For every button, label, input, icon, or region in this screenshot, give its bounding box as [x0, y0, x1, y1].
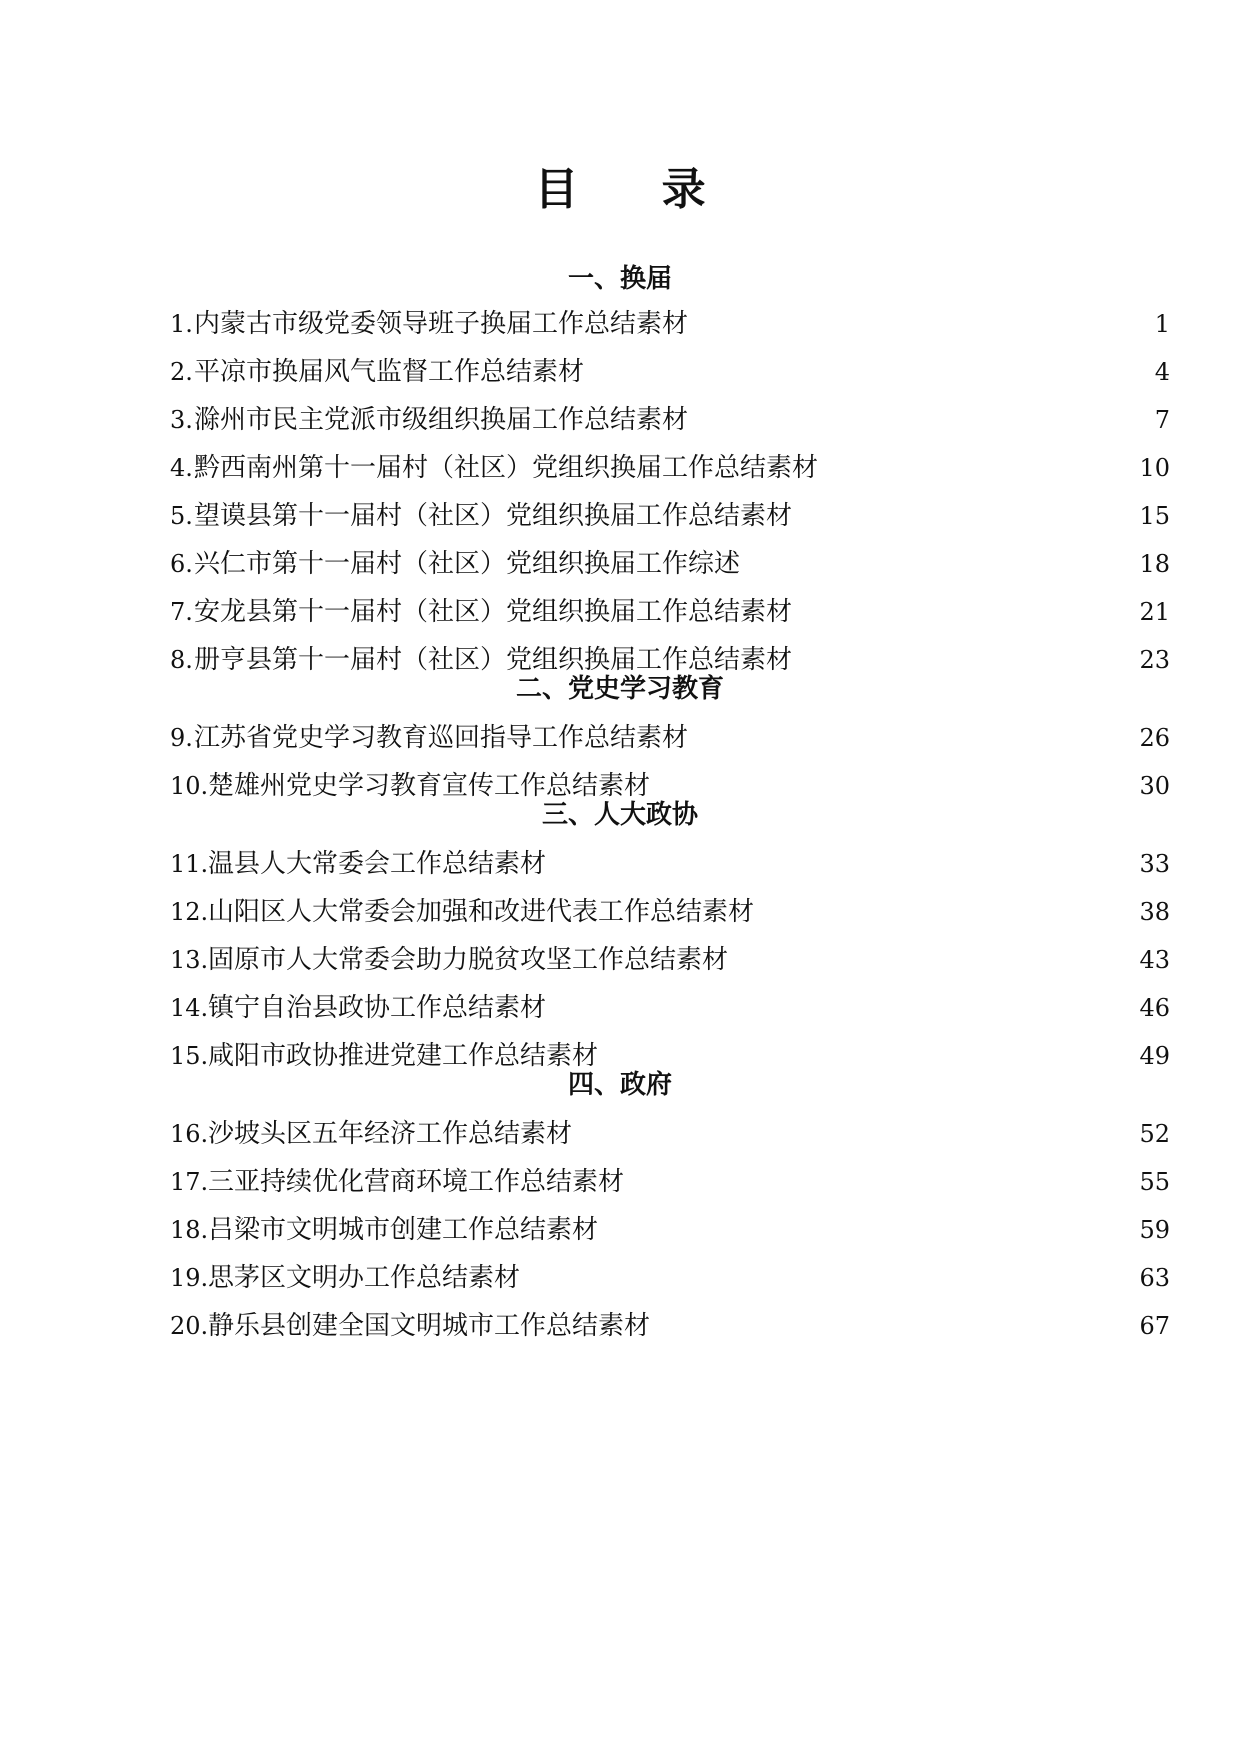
- entry-page-number: 15: [1139, 502, 1170, 530]
- entry-page-number: 59: [1139, 1216, 1170, 1244]
- entry-number: 14.: [170, 994, 209, 1022]
- entry-number: 3.: [170, 406, 193, 434]
- entry-title: 平凉市换届风气监督工作总结素材: [194, 357, 585, 387]
- toc-entry[interactable]: [170, 1114, 1170, 1154]
- toc-entry[interactable]: [170, 1258, 1170, 1298]
- entry-title: 望谟县第十一届村（社区）党组织换届工作总结素材: [194, 501, 793, 531]
- entry-number: 13.: [170, 946, 209, 974]
- entry-number: 10.: [170, 772, 209, 800]
- entry-number: 20.: [170, 1312, 209, 1340]
- toc-entry[interactable]: [170, 496, 1170, 536]
- entry-title: 吕梁市文明城市创建工作总结素材: [208, 1215, 599, 1245]
- entry-title: 咸阳市政协推进党建工作总结素材: [208, 1041, 599, 1071]
- toc-entry[interactable]: [170, 1306, 1170, 1346]
- entry-page-number: 18: [1139, 550, 1170, 578]
- entry-page-number: 46: [1139, 994, 1170, 1022]
- entry-page-number: 26: [1139, 724, 1170, 752]
- section-heading: 四、政府: [567, 1070, 672, 1100]
- entry-page-number: 55: [1139, 1168, 1170, 1196]
- section-heading: 三、人大政协: [541, 800, 698, 830]
- entry-number: 15.: [170, 1042, 209, 1070]
- entry-page-number: 7: [1154, 406, 1170, 434]
- entry-title: 思茅区文明办工作总结素材: [208, 1263, 521, 1293]
- page-title: 目 录: [534, 164, 740, 215]
- toc-entry[interactable]: [170, 988, 1170, 1028]
- entry-title: 三亚持续优化营商环境工作总结素材: [208, 1167, 625, 1197]
- entry-title: 镇宁自治县政协工作总结素材: [208, 993, 547, 1023]
- toc-entry[interactable]: [170, 892, 1170, 932]
- toc-entry[interactable]: [170, 1162, 1170, 1202]
- toc-entry[interactable]: [170, 304, 1170, 344]
- entry-page-number: 30: [1139, 772, 1170, 800]
- toc-entry[interactable]: [170, 1210, 1170, 1250]
- entry-title: 静乐县创建全国文明城市工作总结素材: [208, 1311, 651, 1341]
- entry-number: 5.: [170, 502, 193, 530]
- section-heading: 一、换届: [567, 264, 672, 294]
- entry-number: 17.: [170, 1168, 209, 1196]
- entry-number: 7.: [170, 598, 193, 626]
- toc-entry[interactable]: [170, 352, 1170, 392]
- entry-number: 1.: [170, 310, 193, 338]
- entry-number: 9.: [170, 724, 193, 752]
- entry-title: 温县人大常委会工作总结素材: [208, 849, 547, 879]
- toc-entry[interactable]: [170, 448, 1170, 488]
- entry-title: 兴仁市第十一届村（社区）党组织换届工作综述: [194, 549, 741, 579]
- entry-title: 山阳区人大常委会加强和改进代表工作总结素材: [208, 897, 755, 927]
- section-heading: 二、党史学习教育: [515, 674, 724, 704]
- entry-number: 18.: [170, 1216, 209, 1244]
- entry-page-number: 38: [1139, 898, 1170, 926]
- toc-entry[interactable]: [170, 400, 1170, 440]
- entry-number: 2.: [170, 358, 193, 386]
- toc-entry[interactable]: [170, 940, 1170, 980]
- entry-title: 安龙县第十一届村（社区）党组织换届工作总结素材: [194, 597, 793, 627]
- entry-page-number: 10: [1139, 454, 1170, 482]
- entry-page-number: 1: [1154, 310, 1170, 338]
- entry-page-number: 49: [1139, 1042, 1170, 1070]
- entry-title: 滁州市民主党派市级组织换届工作总结素材: [194, 405, 689, 435]
- entry-number: 8.: [170, 646, 193, 674]
- entry-page-number: 4: [1154, 358, 1170, 386]
- entry-title: 固原市人大常委会助力脱贫攻坚工作总结素材: [208, 945, 729, 975]
- toc-entry[interactable]: [170, 844, 1170, 884]
- entry-title: 黔西南州第十一届村（社区）党组织换届工作总结素材: [194, 453, 819, 483]
- entry-page-number: 21: [1139, 598, 1170, 626]
- entry-page-number: 63: [1139, 1264, 1170, 1292]
- entry-number: 12.: [170, 898, 209, 926]
- entry-page-number: 23: [1139, 646, 1170, 674]
- toc-entry[interactable]: [170, 592, 1170, 632]
- entry-page-number: 52: [1139, 1120, 1170, 1148]
- entry-page-number: 67: [1139, 1312, 1170, 1340]
- entry-number: 16.: [170, 1120, 209, 1148]
- entry-page-number: 43: [1139, 946, 1170, 974]
- entry-title: 内蒙古市级党委领导班子换届工作总结素材: [194, 309, 689, 339]
- entry-title: 江苏省党史学习教育巡回指导工作总结素材: [194, 723, 689, 753]
- entry-title: 楚雄州党史学习教育宣传工作总结素材: [208, 771, 651, 801]
- entry-number: 4.: [170, 454, 193, 482]
- entry-page-number: 33: [1139, 850, 1170, 878]
- entry-number: 6.: [170, 550, 193, 578]
- entry-number: 19.: [170, 1264, 209, 1292]
- entry-title: 册亨县第十一届村（社区）党组织换届工作总结素材: [194, 645, 793, 675]
- entry-number: 11.: [170, 850, 209, 878]
- entry-title: 沙坡头区五年经济工作总结素材: [208, 1119, 573, 1149]
- toc-entry[interactable]: [170, 718, 1170, 758]
- toc-entry[interactable]: [170, 544, 1170, 584]
